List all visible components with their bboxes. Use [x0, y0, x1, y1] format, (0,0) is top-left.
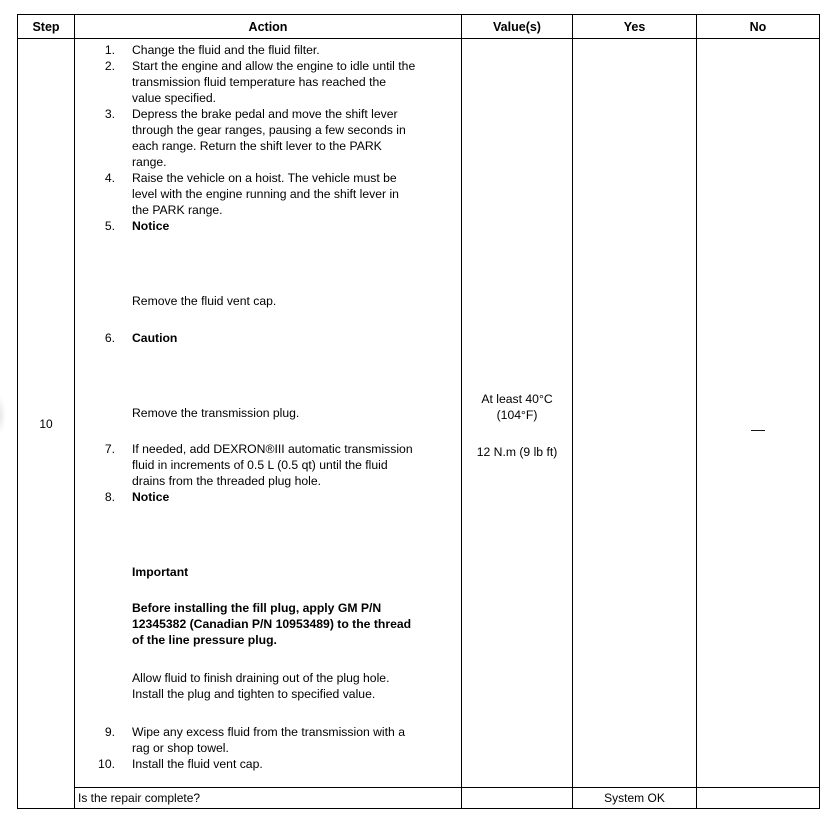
header-no: No [697, 15, 820, 39]
step-5-number: 5. [104, 219, 115, 233]
page-edge-shadow [0, 395, 6, 435]
step-row [18, 39, 820, 788]
temperature-value: At least 40°C [481, 392, 553, 406]
header-row [18, 15, 820, 39]
step-3-line: range. [132, 155, 167, 169]
no-cell [697, 39, 820, 788]
step-8-important-line: Before installing the fill plug, apply GM P/N [132, 601, 382, 615]
step-4-line: level with the engine running and the shift lever in [132, 187, 399, 201]
header-values: Value(s) [462, 15, 573, 39]
step-3-line: each range. Return the shift lever to the PARK [132, 139, 382, 153]
step-7-line: If needed, add DEXRON®III automatic transmission [132, 442, 413, 456]
step-9-number: 9. [104, 725, 115, 739]
step-2-line: value specified. [132, 91, 217, 105]
diagnostic-table [17, 14, 820, 809]
step-3-number: 3. [104, 107, 115, 121]
temperature-value-f: (104°F) [496, 408, 538, 422]
step-7-line: drains from the threaded plug hole. [132, 474, 322, 488]
question-no-cell [697, 788, 820, 809]
step-8-important-line: 12345382 (Canadian P/N 10953489) to the thread [132, 617, 412, 631]
step-1-number: 1. [104, 43, 115, 57]
step-6-caution-heading: Caution [132, 331, 178, 345]
step-2-line: Start the engine and allow the engine to idle until the [132, 59, 416, 73]
question-text: Is the repair complete? [75, 788, 462, 809]
step-10-number: 10. [98, 757, 115, 771]
no-value-dash: — [751, 421, 765, 437]
step-8-number: 8. [104, 490, 115, 504]
yes-cell [573, 39, 697, 788]
step-8-important-line: of the line pressure plug. [132, 633, 277, 647]
values-cell [462, 39, 573, 788]
step-8-notice-heading: Notice [132, 490, 170, 504]
step-1-line: Change the fluid and the fluid filter. [132, 43, 320, 57]
header-action: Action [75, 15, 462, 39]
step-7-line: fluid in increments of 0.5 L (0.5 qt) until the fluid [132, 458, 388, 472]
step-6-text: Remove the transmission plug. [132, 406, 300, 420]
step-2-line: transmission fluid temperature has reached the [132, 75, 387, 89]
step-9-line: Wipe any excess fluid from the transmission with a [132, 725, 405, 739]
step-8-line: Allow fluid to finish draining out of the plug hole. [132, 671, 390, 685]
step-5-notice-heading: Notice [132, 219, 170, 233]
torque-value: 12 N.m (9 lb ft) [476, 445, 558, 459]
step-8-line: Install the plug and tighten to specified value. [132, 687, 376, 701]
step-8-important-heading: Important [132, 565, 189, 579]
header-step: Step [18, 15, 75, 39]
step-6-number: 6. [104, 331, 115, 345]
step-3-line: Depress the brake pedal and move the shift lever [132, 107, 398, 121]
step-4-line: the PARK range. [132, 203, 223, 217]
step-3-line: through the gear ranges, pausing a few seconds in [132, 123, 406, 137]
step-4-line: Raise the vehicle on a hoist. The vehicle must be [132, 171, 397, 185]
step-9-line: rag or shop towel. [132, 741, 229, 755]
step-number: 10 [18, 39, 75, 809]
step-5-text: Remove the fluid vent cap. [132, 294, 277, 308]
question-values-cell [462, 788, 573, 809]
question-row [18, 788, 820, 809]
step-7-number: 7. [104, 442, 115, 456]
header-yes: Yes [573, 15, 697, 39]
step-10-line: Install the fluid vent cap. [132, 757, 263, 771]
step-4-number: 4. [104, 171, 115, 185]
step-2-number: 2. [104, 59, 115, 73]
yes-answer: System OK [573, 788, 697, 809]
action-cell [75, 39, 462, 788]
